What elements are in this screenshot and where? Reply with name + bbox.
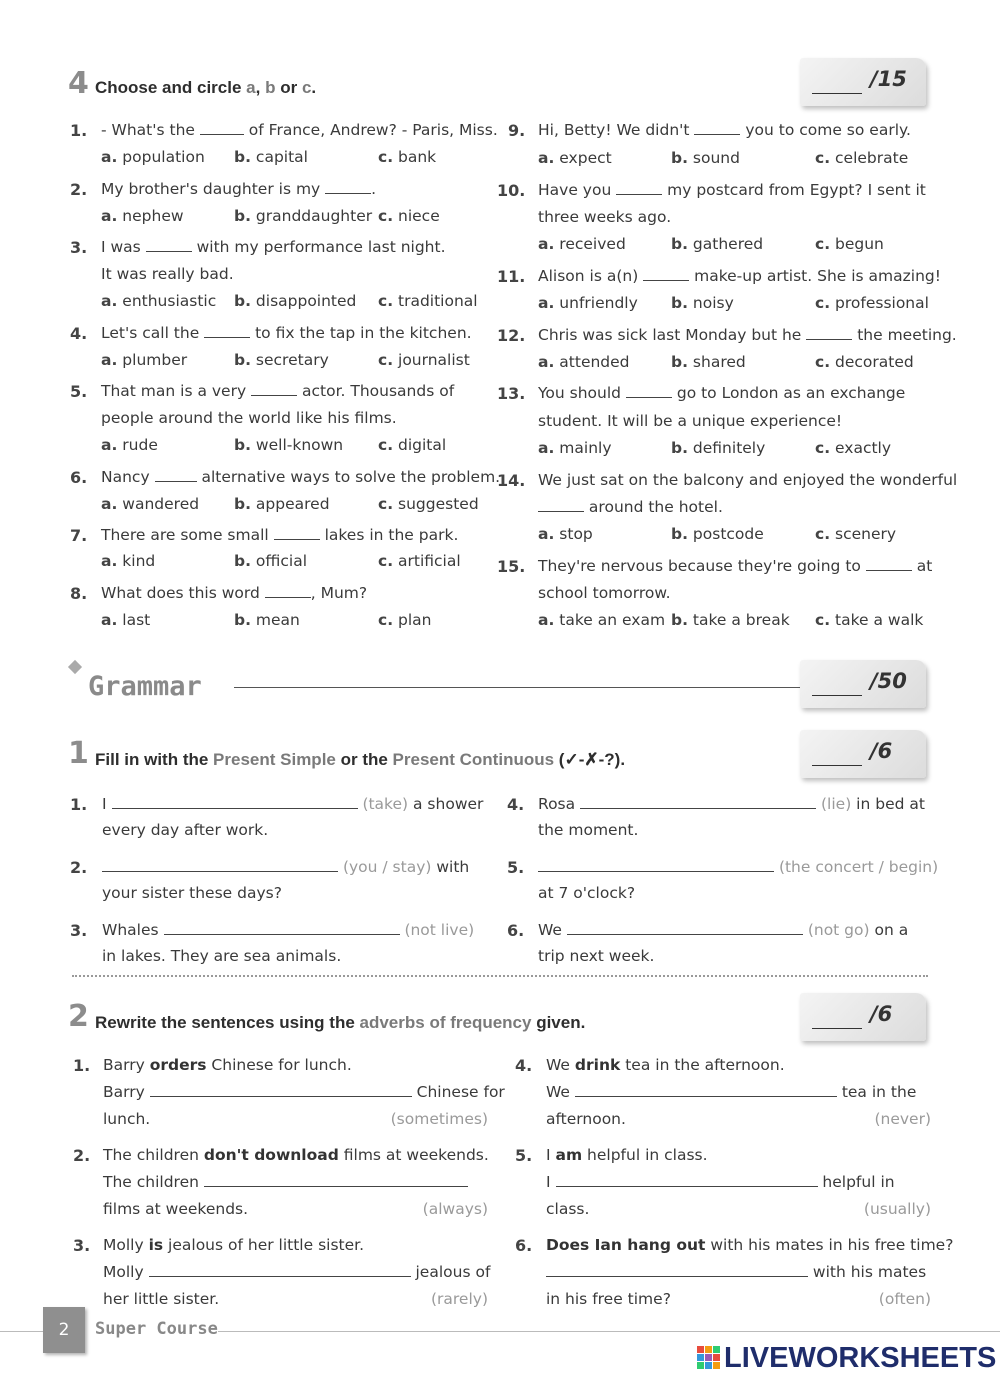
ex2-rewrite-line3: afternoon.	[546, 1110, 626, 1128]
option-b[interactable]: b. take a break	[671, 611, 790, 629]
option-a[interactable]: a. expect	[538, 149, 612, 167]
answer-input[interactable]	[567, 922, 803, 935]
option-b[interactable]: b. gathered	[671, 235, 764, 253]
ex2-item-number: 3.	[73, 1236, 91, 1255]
option-b[interactable]: b. well-known	[234, 436, 344, 454]
option-a[interactable]: a. nephew	[101, 207, 184, 225]
option-b[interactable]: b. granddaughter	[234, 207, 373, 225]
option-c[interactable]: c. digital	[378, 436, 447, 454]
score-box[interactable]	[800, 58, 926, 106]
option-a[interactable]: a. mainly	[538, 439, 612, 457]
option-c[interactable]: c. professional	[815, 294, 929, 312]
ex2-rewrite-line: Barry Chinese for	[103, 1083, 505, 1101]
answer-input[interactable]	[580, 796, 816, 809]
question-number: 12.	[497, 326, 526, 345]
ex1-item-line: Whales (not live)	[102, 921, 475, 939]
option-c[interactable]: c. suggested	[378, 495, 479, 513]
option-b[interactable]: b. noisy	[671, 294, 734, 312]
ex1-item-line2: at 7 o'clock?	[538, 884, 636, 902]
question-text: Nancy alternative ways to solve the problem.	[101, 468, 501, 486]
question-text: They're nervous because they're going to at	[538, 557, 933, 575]
liveworksheets-logo[interactable]	[697, 1342, 996, 1375]
question-text: - What's the of France, Andrew? - Paris, Miss.	[101, 121, 498, 139]
ex2-sentence: Molly is jealous of her little sister.	[103, 1236, 365, 1254]
answer-blank	[616, 182, 662, 195]
ex2-rewrite-line: I helpful in	[546, 1173, 895, 1191]
answer-blank	[694, 122, 740, 135]
question-text-line2: school tomorrow.	[538, 584, 671, 602]
question-number: 8.	[70, 584, 88, 603]
question-number: 5.	[70, 382, 88, 401]
option-a[interactable]: a. enthusiastic	[101, 292, 217, 310]
question-text: Alison is a(n) make-up artist. She is amazing!	[538, 267, 941, 285]
footer-line-right	[218, 1331, 1000, 1332]
answer-input[interactable]	[538, 859, 774, 872]
ex1-item-line: I (take) a shower	[102, 795, 484, 813]
answer-blank	[626, 385, 672, 398]
question-number: 1.	[70, 121, 88, 140]
option-c[interactable]: c. bank	[378, 148, 437, 166]
page-number: 2	[43, 1307, 85, 1353]
ex1-item-line2: trip next week.	[538, 947, 655, 965]
question-number: 3.	[70, 238, 88, 257]
option-c[interactable]: c. begun	[815, 235, 884, 253]
ex2-sentence: Barry orders Chinese for lunch.	[103, 1056, 352, 1074]
ex1-item-number: 3.	[70, 921, 88, 940]
answer-blank	[806, 327, 852, 340]
ex2-adverb-hint: (rarely)	[430, 1290, 488, 1308]
grammar-score-box[interactable]	[800, 660, 926, 708]
ex2-rewrite-line3: her little sister.	[103, 1290, 220, 1308]
answer-blank	[200, 122, 244, 135]
answer-input[interactable]	[150, 1084, 412, 1097]
ex2-rewrite-line3: class.	[546, 1200, 590, 1218]
question-number: 2.	[70, 180, 88, 199]
ex1-item-line: Rosa (lie) in bed at	[538, 795, 925, 813]
question-text: You should go to London as an exchange	[538, 384, 906, 402]
option-b[interactable]: b. postcode	[671, 525, 764, 543]
option-c[interactable]: c. take a walk	[815, 611, 924, 629]
option-b[interactable]: b. official	[234, 552, 308, 570]
ex2-rewrite-line: with his mates	[546, 1263, 926, 1281]
question-number: 15.	[497, 557, 526, 576]
ex2-rewrite-line3: films at weekends.	[103, 1200, 249, 1218]
ex2-instruction: Rewrite the sentences using the adverbs of frequency given.	[95, 1013, 586, 1032]
option-c[interactable]: c. scenery	[815, 525, 897, 543]
ex1-score-value: /6	[870, 739, 893, 763]
ex1-item-line2: in lakes. They are sea animals.	[102, 947, 342, 965]
option-b[interactable]: b. sound	[671, 149, 740, 167]
liveworksheets-text: LIVEWORKSHEETS	[724, 1342, 997, 1374]
ex1-item-number: 4.	[507, 795, 525, 814]
question-text: What does this word , Mum?	[101, 584, 368, 602]
answer-input[interactable]	[164, 922, 400, 935]
option-b[interactable]: b. capital	[234, 148, 308, 166]
question-text: There are some small lakes in the park.	[101, 526, 459, 544]
ex2-number: 2	[68, 999, 89, 1034]
ex1-item-number: 5.	[507, 858, 525, 877]
question-text-line2: student. It will be a unique experience!	[538, 412, 843, 430]
ex2-rewrite-line: We tea in the	[546, 1083, 917, 1101]
ex2-item-number: 1.	[73, 1056, 91, 1075]
option-a[interactable]: a. take an exam	[538, 611, 666, 629]
question-text: I was with my performance last night.	[101, 238, 446, 256]
grammar-score-value: /50	[870, 669, 907, 693]
question-text: That man is a very actor. Thousands of	[101, 382, 455, 400]
answer-input[interactable]	[546, 1264, 808, 1277]
answer-blank	[204, 325, 250, 338]
option-a[interactable]: a. stop	[538, 525, 593, 543]
answer-blank	[146, 239, 192, 252]
ex2-adverb-hint: (often)	[878, 1290, 931, 1308]
question-text: Hi, Betty! We didn't you to come so early.	[538, 121, 911, 139]
option-a[interactable]: a. plumber	[101, 351, 188, 369]
ex2-adverb-hint: (sometimes)	[390, 1110, 488, 1128]
question-text: Let's call the to fix the tap in the kitchen.	[101, 324, 472, 342]
ex1-instruction: Fill in with the Present Simple or the Present Continuous (✓-✗-?).	[95, 750, 626, 769]
ex1-item-line2: every day after work.	[102, 821, 269, 839]
ex2-rewrite-line: The children	[103, 1173, 468, 1191]
ex2-rewrite-line3: lunch.	[103, 1110, 151, 1128]
ex1-number: 1	[68, 736, 89, 771]
ex1-score-box[interactable]	[800, 730, 926, 778]
question-number: 10.	[497, 181, 526, 200]
option-c[interactable]: c. celebrate	[815, 149, 909, 167]
ex2-sentence: I am helpful in class.	[546, 1146, 708, 1164]
option-a[interactable]: a. attended	[538, 353, 630, 371]
answer-blank	[643, 268, 689, 281]
ex1-item-line: (you / stay) with	[102, 858, 469, 876]
option-a[interactable]: a. wandered	[101, 495, 200, 513]
ex2-rewrite-line: Molly jealous of	[103, 1263, 491, 1281]
ex1-item-line2: your sister these days?	[102, 884, 282, 902]
option-b[interactable]: b. disappointed	[234, 292, 357, 310]
ex1-item-number: 2.	[70, 858, 88, 877]
ex2-score-value: /6	[870, 1002, 893, 1026]
option-b[interactable]: b. appeared	[234, 495, 330, 513]
question-text: My brother's daughter is my .	[101, 180, 377, 198]
option-a[interactable]: a. kind	[101, 552, 156, 570]
ex2-adverb-hint: (always)	[422, 1200, 488, 1218]
score-value: /15	[870, 67, 907, 91]
option-c[interactable]: c. decorated	[815, 353, 914, 371]
brand-name: Super Course	[95, 1319, 218, 1339]
question-text: We just sat on the balcony and enjoyed the wonderful	[538, 471, 958, 489]
question-number: 11.	[497, 267, 526, 286]
question-number: 4.	[70, 324, 88, 343]
ex1-item-number: 1.	[70, 795, 88, 814]
question-text-line2: It was really bad.	[101, 265, 234, 283]
liveworksheets-icon	[697, 1346, 721, 1372]
ex2-adverb-hint: (usually)	[863, 1200, 931, 1218]
question-number: 14.	[497, 471, 526, 490]
question-text-line2: around the hotel.	[538, 498, 723, 516]
option-c[interactable]: c. artificial	[378, 552, 461, 570]
vocab-instruction: Choose and circle a, b or c.	[95, 78, 317, 97]
section-number: 4	[68, 66, 89, 101]
question-number: 7.	[70, 526, 88, 545]
grammar-diamond-icon	[68, 660, 82, 674]
option-b[interactable]: b. mean	[234, 611, 300, 629]
answer-blank	[274, 527, 320, 540]
ex1-item-line2: the moment.	[538, 821, 639, 839]
ex2-item-number: 4.	[515, 1056, 533, 1075]
ex2-adverb-hint: (never)	[874, 1110, 931, 1128]
question-number: 6.	[70, 468, 88, 487]
option-c[interactable]: c. plan	[378, 611, 432, 629]
option-c[interactable]: c. exactly	[815, 439, 892, 457]
answer-input[interactable]	[102, 859, 338, 872]
footer-line	[0, 1331, 43, 1332]
answer-blank	[251, 383, 297, 396]
ex1-item-line: We (not go) on a	[538, 921, 909, 939]
answer-blank	[538, 499, 584, 512]
option-a[interactable]: a. received	[538, 235, 626, 253]
answer-blank	[155, 469, 197, 482]
question-text: Chris was sick last Monday but he the meeting.	[538, 326, 957, 344]
grammar-title: Grammar	[88, 671, 202, 702]
question-number: 9.	[508, 121, 526, 140]
ex2-item-number: 5.	[515, 1146, 533, 1165]
answer-blank	[866, 558, 912, 571]
answer-input[interactable]	[204, 1174, 468, 1187]
ex2-item-number: 2.	[73, 1146, 91, 1165]
question-number: 13.	[497, 384, 526, 403]
option-a[interactable]: a. unfriendly	[538, 294, 638, 312]
option-b[interactable]: b. secretary	[234, 351, 329, 369]
question-text: Have you my postcard from Egypt? I sent it	[538, 181, 926, 199]
option-a[interactable]: a. population	[101, 148, 205, 166]
answer-blank	[325, 181, 371, 194]
ex1-item-line: (the concert / begin)	[538, 858, 938, 876]
answer-blank	[265, 585, 311, 598]
grammar-rule	[234, 687, 800, 688]
ex2-rewrite-line3: in his free time?	[546, 1290, 671, 1308]
ex2-sentence: We drink tea in the afternoon.	[546, 1056, 785, 1074]
option-b[interactable]: b. definitely	[671, 439, 766, 457]
ex2-sentence: Does Ian hang out with his mates in his free time?	[546, 1236, 954, 1254]
answer-input[interactable]	[575, 1084, 837, 1097]
answer-input[interactable]	[112, 796, 358, 809]
option-a[interactable]: a. last	[101, 611, 151, 629]
option-c[interactable]: c. traditional	[378, 292, 478, 310]
option-c[interactable]: c. niece	[378, 207, 440, 225]
question-text-line2: people around the world like his films.	[101, 409, 397, 427]
divider	[72, 975, 928, 977]
ex2-score-box[interactable]	[800, 993, 926, 1041]
question-text-line2: three weeks ago.	[538, 208, 672, 226]
option-c[interactable]: c. journalist	[378, 351, 470, 369]
answer-input[interactable]	[149, 1264, 411, 1277]
option-b[interactable]: b. shared	[671, 353, 746, 371]
option-a[interactable]: a. rude	[101, 436, 158, 454]
ex1-item-number: 6.	[507, 921, 525, 940]
ex2-item-number: 6.	[515, 1236, 533, 1255]
answer-input[interactable]	[556, 1174, 818, 1187]
ex2-sentence: The children don't download films at weekends.	[103, 1146, 489, 1164]
